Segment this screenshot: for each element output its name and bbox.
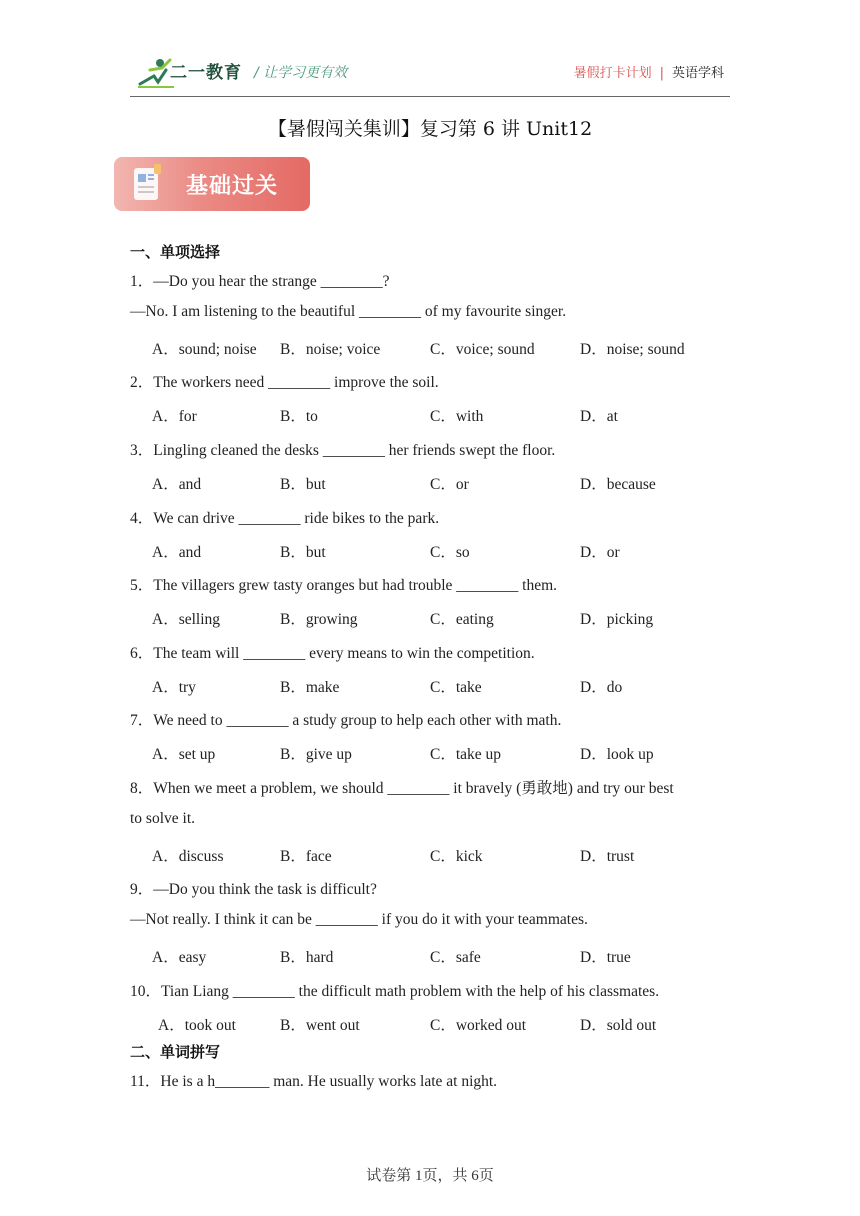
logo-text: 二一教育 bbox=[170, 63, 242, 83]
question-text: 2．The workers need ________ improve the soil. bbox=[130, 374, 439, 391]
answer-option: D．noise; sound bbox=[580, 341, 685, 358]
question-text: 1．—Do you hear the strange ________? bbox=[130, 273, 390, 290]
header-subject: 英语学科 bbox=[671, 66, 724, 81]
header-rule bbox=[130, 96, 730, 97]
answer-option: D．sold out bbox=[580, 1017, 657, 1034]
answer-option: A．and bbox=[152, 476, 202, 493]
banner-label: 基础过关 bbox=[186, 174, 279, 199]
question-text: —No. I am listening to the beautiful ________ of my favourite singer. bbox=[130, 303, 567, 320]
answer-option: C．eating bbox=[430, 611, 494, 628]
answer-option: D．look up bbox=[580, 746, 654, 763]
question-text: 5．The villagers grew tasty oranges but had trouble ________ them. bbox=[130, 577, 558, 594]
document-icon bbox=[132, 164, 164, 204]
answer-option: D．true bbox=[580, 949, 631, 966]
header-plan: 暑假打卡计划 bbox=[573, 66, 652, 81]
answer-option: D．trust bbox=[580, 848, 635, 865]
answer-option: B．give up bbox=[280, 746, 352, 763]
answer-option: A．sound; noise bbox=[152, 341, 257, 358]
question-text: 10．Tian Liang ________ the difficult math problem with the help of his classmates. bbox=[130, 983, 660, 1000]
slogan: / 让学习更有效 bbox=[254, 65, 348, 81]
question-text: 8．When we meet a problem, we should ________ it bravely (勇敢地) and try our best bbox=[130, 780, 674, 797]
question-text: 7．We need to ________ a study group to help each other with math. bbox=[130, 712, 562, 729]
question-text: 9．—Do you think the task is difficult? bbox=[130, 881, 377, 898]
header-right bbox=[574, 62, 724, 81]
answer-option: D．or bbox=[580, 544, 620, 561]
answer-option: A．set up bbox=[152, 746, 216, 763]
answer-option: D．because bbox=[580, 476, 656, 493]
answer-option: C．kick bbox=[430, 848, 483, 865]
answer-option: C．worked out bbox=[430, 1017, 527, 1034]
answer-option: C．take up bbox=[430, 746, 502, 763]
header-separator: | bbox=[659, 66, 664, 81]
page-title: 【暑假闯关集训】复习第 6 讲 Unit12 bbox=[267, 118, 593, 140]
answer-option: D．picking bbox=[580, 611, 654, 628]
answer-option: B．make bbox=[280, 679, 340, 696]
answer-option: C．voice; sound bbox=[430, 341, 535, 358]
answer-option: B．hard bbox=[280, 949, 334, 966]
answer-option: C．safe bbox=[430, 949, 481, 966]
answer-option: D．at bbox=[580, 408, 618, 425]
answer-option: A．and bbox=[152, 544, 202, 561]
answer-option: B．but bbox=[280, 544, 326, 561]
answer-option: A．try bbox=[152, 679, 196, 696]
section-heading-2: 二、单词拼写 bbox=[130, 1043, 221, 1061]
answer-option: D．do bbox=[580, 679, 623, 696]
question-text: 3．Lingling cleaned the desks ________ her friends swept the floor. bbox=[130, 442, 556, 459]
answer-option: C．with bbox=[430, 408, 484, 425]
answer-option: A．for bbox=[152, 408, 197, 425]
question-text: to solve it. bbox=[130, 810, 196, 827]
answer-option: B．to bbox=[280, 408, 318, 425]
answer-option: A．discuss bbox=[152, 848, 224, 865]
answer-option: B．went out bbox=[280, 1017, 360, 1034]
question-text: 4．We can drive ________ ride bikes to the park. bbox=[130, 510, 440, 527]
section-heading-1: 一、单项选择 bbox=[130, 243, 221, 261]
answer-option: A．easy bbox=[152, 949, 207, 966]
answer-option: C．take bbox=[430, 679, 482, 696]
answer-option: A．selling bbox=[152, 611, 221, 628]
section-banner bbox=[114, 157, 310, 211]
spelling-question: 11．He is a h_______ man. He usually works late at night. bbox=[130, 1073, 498, 1090]
answer-option: B．noise; voice bbox=[280, 341, 381, 358]
answer-option: C．so bbox=[430, 544, 470, 561]
answer-option: B．face bbox=[280, 848, 332, 865]
answer-option: B．but bbox=[280, 476, 326, 493]
page-footer: 试卷第 1页，共 6页 bbox=[366, 1168, 494, 1184]
answer-option: B．growing bbox=[280, 611, 358, 628]
page-header bbox=[130, 52, 730, 96]
question-text: —Not really. I think it can be ________ if you do it with your teammates. bbox=[130, 911, 588, 928]
answer-option: A．took out bbox=[158, 1017, 236, 1034]
answer-option: C．or bbox=[430, 476, 469, 493]
question-text: 6．The team will ________ every means to win the competition. bbox=[130, 645, 535, 662]
